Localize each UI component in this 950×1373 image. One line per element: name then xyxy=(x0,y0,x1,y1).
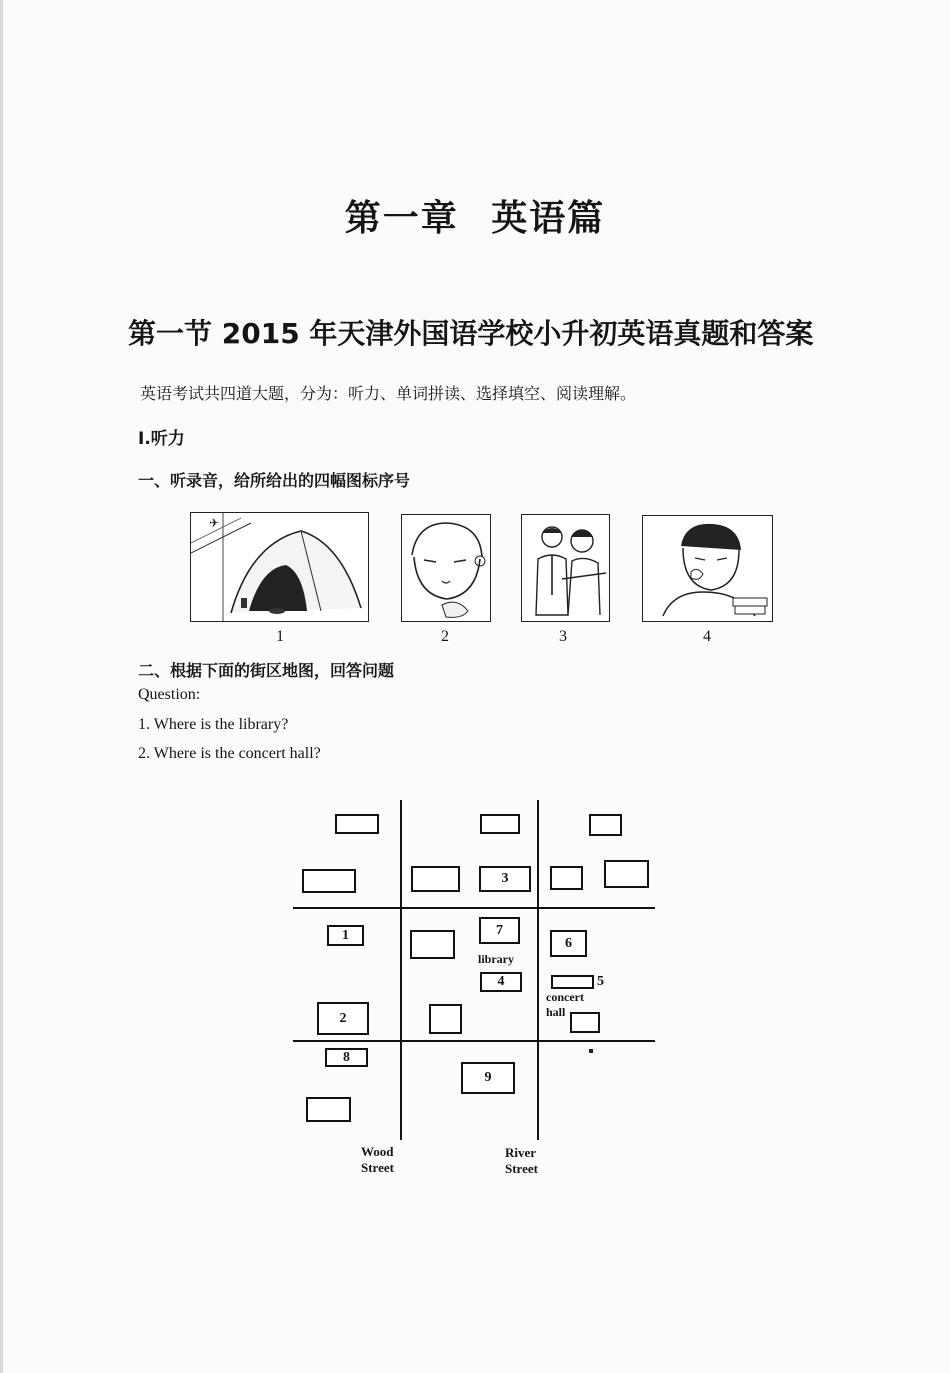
task1-heading: 一、听录音，给所给出的四幅图标序号 xyxy=(138,471,411,490)
map-number-4: 4 xyxy=(497,974,505,989)
map-building xyxy=(411,866,460,892)
concert-hall-label: concert hall xyxy=(546,990,584,1019)
svg-text:✈: ✈ xyxy=(209,516,220,530)
question-label: Question: xyxy=(138,686,201,703)
map-number-8: 8 xyxy=(343,1049,350,1065)
river-street-label: River Street xyxy=(505,1145,538,1176)
map-building xyxy=(604,860,649,888)
tent-drawing-icon xyxy=(191,513,368,621)
map-building xyxy=(302,869,356,893)
sick-girl-drawing-icon xyxy=(402,515,490,621)
map-building-6 xyxy=(550,930,587,957)
picture-number-3: 3 xyxy=(559,628,567,645)
map-building-8 xyxy=(325,1048,368,1067)
map-number-6: 6 xyxy=(565,935,572,951)
map-building-5 xyxy=(551,975,594,989)
picture-boy-tissue xyxy=(642,515,773,622)
intro-text: 英语考试共四道大题，分为：听力、单词拼读、选择填空、阅读理解。 xyxy=(140,384,637,403)
map-building-9 xyxy=(461,1062,515,1094)
picture-number-1: 1 xyxy=(276,628,284,645)
map-building-2 xyxy=(317,1002,369,1035)
chapter-title: 第一章 英语篇 xyxy=(344,198,606,239)
map-building xyxy=(570,1012,600,1033)
picture-sick-girl xyxy=(401,514,491,622)
map-building xyxy=(410,930,455,959)
road-horizontal-upper xyxy=(293,907,655,909)
question-1: 1. Where is the library? xyxy=(138,716,289,733)
picture-number-2: 2 xyxy=(441,628,449,645)
section-title: 第一节 2015 年天津外国语学校小升初英语真题和答案 xyxy=(128,317,814,350)
map-dot xyxy=(589,1049,593,1053)
map-building xyxy=(306,1097,351,1122)
map-building-3 xyxy=(479,866,531,892)
map-building-7 xyxy=(479,917,520,944)
map-number-7: 7 xyxy=(496,922,503,938)
picture-number-4: 4 xyxy=(703,628,711,645)
map-building-4 xyxy=(480,972,522,992)
boy-tissue-drawing-icon xyxy=(643,516,772,621)
map-building xyxy=(480,814,520,834)
road-horizontal-lower xyxy=(293,1040,655,1042)
map-building xyxy=(550,866,583,890)
doctor-drawing-icon xyxy=(522,515,609,621)
map-number-9: 9 xyxy=(484,1070,492,1085)
map-building xyxy=(589,814,622,836)
map-number-3: 3 xyxy=(501,871,509,886)
picture-tent xyxy=(190,512,369,622)
map-building-1 xyxy=(327,925,364,946)
question-2: 2. Where is the concert hall? xyxy=(138,745,321,762)
part-heading-listening: I.听力 xyxy=(138,429,185,449)
map-number-1: 1 xyxy=(342,927,349,943)
map-number-2: 2 xyxy=(339,1010,347,1026)
task2-heading: 二、根据下面的街区地图，回答问题 xyxy=(138,661,395,680)
picture-doctor xyxy=(521,514,610,622)
map-number-5: 5 xyxy=(597,974,604,989)
library-label: library xyxy=(478,952,514,966)
wood-street-label: Wood Street xyxy=(361,1144,394,1175)
map-building xyxy=(429,1004,462,1034)
road-vertical-wood xyxy=(400,800,402,1140)
road-vertical-river xyxy=(537,800,539,1140)
map-building xyxy=(335,814,379,834)
